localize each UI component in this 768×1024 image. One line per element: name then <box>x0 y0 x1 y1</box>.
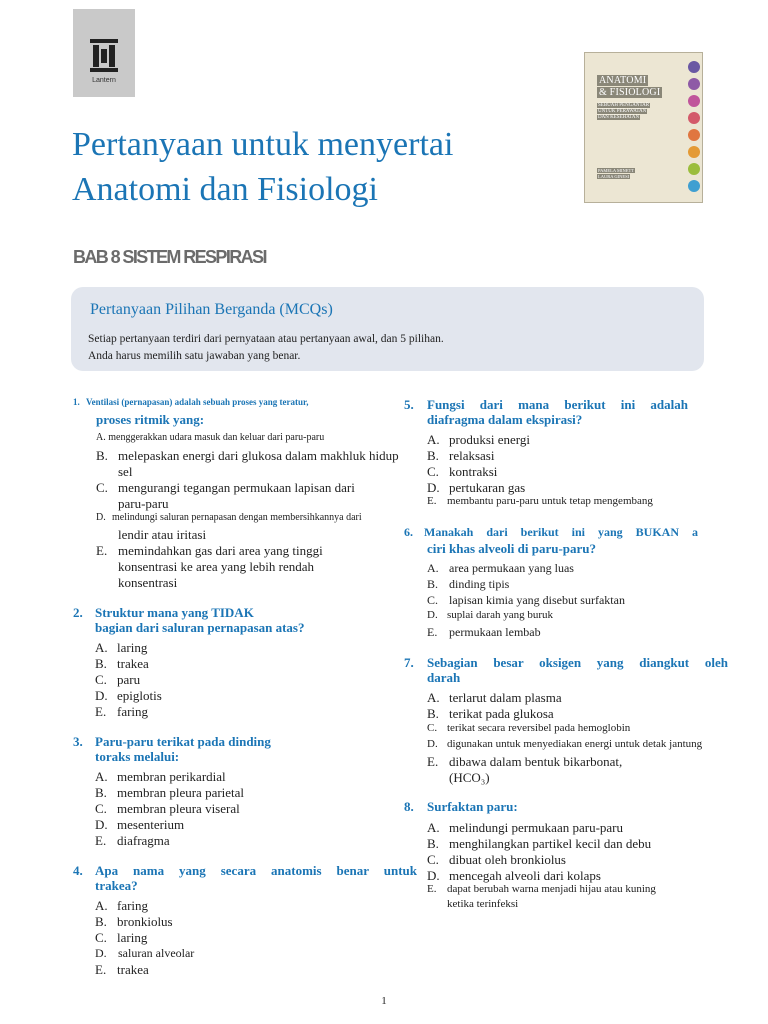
option-text: mesenterium <box>117 817 185 832</box>
option-e-continued: konsentrasi ke area yang lebih rendah <box>118 559 315 574</box>
option-text: lapisan kimia yang disebut surfaktan <box>449 593 625 607</box>
logo-text: Lantern <box>92 77 116 84</box>
option-e[interactable] <box>427 495 653 507</box>
page-title <box>72 122 592 212</box>
cover-title-line2: & FISIOLOGI <box>599 87 661 98</box>
option-letter: D. <box>96 512 106 523</box>
option-c[interactable] <box>95 672 140 688</box>
option-e[interactable] <box>96 543 323 559</box>
option-letter: D. <box>427 868 440 883</box>
option-b[interactable] <box>427 836 651 852</box>
option-text: epiglotis <box>117 688 162 703</box>
option-letter: D. <box>95 946 107 960</box>
option-a[interactable] <box>427 690 562 706</box>
question-number: 1. <box>73 397 80 407</box>
option-text: trakea <box>117 656 149 671</box>
option-text: terikat pada glukosa <box>449 706 554 721</box>
question-text-line: Fungsi dari mana berikut ini adalah <box>427 397 688 412</box>
instructions-line: Setiap pertanyaan terdiri dari pernyataan atau pertanyaan awal, dan 5 pilihan. <box>88 333 444 345</box>
page-title-line1: Pertanyaan untuk menyertai <box>72 126 454 163</box>
option-a[interactable] <box>95 898 148 914</box>
option-text: menghilangkan partikel kecil dan debu <box>449 836 652 851</box>
option-text: kontraksi <box>449 464 498 479</box>
option-e[interactable] <box>95 962 149 978</box>
cover-color-dot <box>688 95 700 107</box>
option-letter: A. <box>427 561 439 575</box>
cover-color-dot <box>688 61 700 73</box>
option-text: trakea <box>117 962 149 977</box>
instructions-line: Anda harus memilih satu jawaban yang benar. <box>88 350 301 362</box>
option-d[interactable] <box>95 946 194 961</box>
cover-color-dot <box>688 163 700 175</box>
option-text: memindahkan gas dari area yang tinggi <box>118 543 323 558</box>
question-number: 6. <box>404 525 413 539</box>
option-e-continued: (HCO₃) <box>449 770 490 785</box>
cover-color-dot <box>688 112 700 124</box>
option-d[interactable] <box>95 688 162 704</box>
option-letter: A. <box>427 690 440 705</box>
option-text: dapat berubah warna menjadi hijau atau kuning <box>447 883 656 895</box>
option-text: terikat secara reversibel pada hemoglobin <box>447 722 631 734</box>
option-text: dibawa dalam bentuk bikarbonat, <box>449 754 623 769</box>
cover-author: LAURA GINESI <box>598 174 630 179</box>
option-b[interactable] <box>427 577 509 592</box>
option-c-continued: paru-paru <box>118 496 169 511</box>
option-letter: B. <box>427 836 439 851</box>
question-text <box>86 397 358 407</box>
cover-subtitle <box>597 103 667 121</box>
option-letter: D. <box>427 480 440 495</box>
option-text: mengurangi tegangan permukaan lapisan dari <box>118 480 355 495</box>
option-letter: E. <box>95 962 107 977</box>
option-text: digunakan untuk menyediakan energi untuk detak jantung <box>447 738 703 750</box>
option-letter: A. <box>427 432 440 447</box>
option-letter: B. <box>95 785 107 800</box>
option-e[interactable] <box>95 704 148 720</box>
option-b[interactable] <box>95 656 149 672</box>
option-b[interactable] <box>95 785 244 801</box>
page-number: 1 <box>381 995 387 1007</box>
question-text-line: Apa nama yang secara anatomis benar untuk <box>95 863 417 878</box>
cover-color-dot <box>688 129 700 141</box>
question-text-line: Struktur mana yang TIDAK <box>95 605 254 620</box>
option-text: melepaskan energi dari glukosa dalam makhluk hidup <box>118 448 399 463</box>
option-letter: A. <box>95 769 108 784</box>
option-text: area permukaan yang luas <box>449 561 574 575</box>
option-letter: B. <box>96 448 108 463</box>
book-cover <box>584 52 703 203</box>
option-letter: A. <box>96 432 106 443</box>
option-letter: C. <box>95 930 107 945</box>
option-letter: A. <box>95 898 108 913</box>
option-letter: C. <box>427 593 439 607</box>
option-text: mencegah alveoli dari kolaps <box>449 868 601 883</box>
question-text-line: darah <box>427 670 461 685</box>
option-letter: B. <box>427 448 439 463</box>
option-text: terlarut dalam plasma <box>449 690 562 705</box>
cover-subtitle-line: SEBUAH PENGANTAR <box>598 103 650 108</box>
option-text: dibuat oleh bronkiolus <box>449 852 566 867</box>
option-e[interactable] <box>427 883 656 895</box>
option-letter: C. <box>427 852 439 867</box>
option-letter: E. <box>96 543 108 558</box>
option-letter: E. <box>95 833 107 848</box>
option-c[interactable] <box>96 480 355 496</box>
option-a[interactable] <box>427 432 530 448</box>
cover-title <box>597 75 675 99</box>
question-text-line: Surfaktan paru: <box>427 799 518 814</box>
option-b-continued: sel <box>118 464 133 479</box>
option-letter: C. <box>427 464 439 479</box>
question-text-line: proses ritmik yang: <box>96 412 205 427</box>
option-text: membran pleura viseral <box>117 801 240 816</box>
option-letter: E. <box>427 495 437 507</box>
question-text-line: Manakah dari berikut ini yang BUKAN a <box>424 525 698 539</box>
question-text-line: trakea? <box>95 878 138 893</box>
option-letter: C. <box>95 672 107 687</box>
option-text: faring <box>117 704 149 719</box>
page-title-line2: Anatomi dan Fisiologi <box>72 171 378 208</box>
option-text: membantu paru-paru untuk tetap mengembang <box>447 495 653 507</box>
option-letter: B. <box>427 577 439 591</box>
cover-subtitle-line: DAN KESEHATAN <box>598 115 640 120</box>
cover-authors <box>597 168 657 180</box>
option-b[interactable] <box>96 448 399 464</box>
question-text-line: toraks melalui: <box>95 749 180 764</box>
option-d-continued: lendir atau iritasi <box>118 527 207 542</box>
option-letter: B. <box>427 706 439 721</box>
option-text: suplai darah yang buruk <box>447 609 553 621</box>
option-letter: A. <box>427 820 440 835</box>
option-d[interactable] <box>427 868 601 884</box>
option-e-continued: ketika terinfeksi <box>447 898 519 910</box>
option-d[interactable] <box>96 512 362 523</box>
question-text-line: diafragma dalam ekspirasi? <box>427 412 583 427</box>
question-number: 8. <box>404 799 414 814</box>
option-b[interactable] <box>95 914 173 930</box>
lantern-logo-icon <box>88 39 120 73</box>
option-c[interactable] <box>427 464 497 480</box>
option-letter: E. <box>95 704 107 719</box>
question-text-line: Ventilasi (pernapasan) adalah sebuah proses yang teratur, <box>86 397 309 407</box>
option-d[interactable] <box>427 480 525 496</box>
question-number: 2. <box>73 605 83 620</box>
option-text: relaksasi <box>449 448 495 463</box>
option-b[interactable] <box>427 448 494 464</box>
option-letter: D. <box>95 817 108 832</box>
question-text-line: Paru-paru terikat pada dinding <box>95 734 271 749</box>
option-text: laring <box>117 640 148 655</box>
option-d[interactable] <box>95 817 184 833</box>
option-text: faring <box>117 898 149 913</box>
option-c[interactable] <box>427 722 630 734</box>
option-a[interactable] <box>427 820 623 836</box>
question-number: 7. <box>404 655 414 670</box>
option-text: melindungi saluran pernapasan dengan membersihkannya dari <box>112 512 362 523</box>
option-text: bronkiolus <box>117 914 173 929</box>
option-letter: E. <box>427 883 437 895</box>
option-d[interactable] <box>427 609 553 621</box>
option-d[interactable] <box>427 738 702 750</box>
question-text-line: ciri khas alveoli di paru-paru? <box>427 541 597 556</box>
option-text: membran pleura parietal <box>117 785 245 800</box>
question-number: 3. <box>73 734 83 749</box>
question-number: 5. <box>404 397 414 412</box>
option-text: permukaan lembab <box>449 625 541 639</box>
option-c[interactable] <box>427 852 566 868</box>
option-letter: D. <box>427 738 438 750</box>
option-text: produksi energi <box>449 432 530 447</box>
option-a[interactable] <box>95 769 226 785</box>
cover-author: PAMELA MINETT <box>598 168 634 173</box>
option-e[interactable] <box>95 833 170 849</box>
option-a[interactable] <box>95 640 147 656</box>
option-e-continued: konsentrasi <box>118 575 178 590</box>
instructions-heading: Pertanyaan Pilihan Berganda (MCQs) <box>90 301 333 318</box>
option-text: diafragma <box>117 833 170 848</box>
option-e[interactable] <box>427 754 622 770</box>
cover-color-dot <box>688 78 700 90</box>
option-letter: B. <box>95 656 107 671</box>
cover-title-line1: ANATOMI <box>599 75 647 86</box>
option-a[interactable] <box>427 561 574 576</box>
option-e[interactable] <box>427 625 541 640</box>
option-text: menggerakkan udara masuk dan keluar dari paru-paru <box>108 432 325 443</box>
question-text-line: bagian dari saluran pernapasan atas? <box>95 620 305 635</box>
cover-color-dot <box>688 146 700 158</box>
question-text-line: Sebagian besar oksigen yang diangkut oleh <box>427 655 728 670</box>
option-c[interactable] <box>95 930 147 946</box>
option-text: pertukaran gas <box>449 480 526 495</box>
option-text: laring <box>117 930 148 945</box>
option-text: paru <box>117 672 141 687</box>
option-c[interactable] <box>95 801 240 817</box>
publisher-logo <box>73 9 135 97</box>
option-letter: C. <box>95 801 107 816</box>
option-letter: A. <box>95 640 108 655</box>
question-number: 4. <box>73 863 83 878</box>
option-letter: D. <box>95 688 108 703</box>
option-c[interactable] <box>427 593 625 608</box>
option-text: saluran alveolar <box>118 946 195 960</box>
option-b[interactable] <box>427 706 554 722</box>
option-letter: C. <box>96 480 108 495</box>
option-letter: D. <box>427 609 438 621</box>
option-text: membran perikardial <box>117 769 226 784</box>
option-letter: C. <box>427 722 438 734</box>
cover-color-dot <box>688 180 700 192</box>
option-letter: B. <box>95 914 107 929</box>
instructions-panel <box>71 287 704 371</box>
option-text: dinding tipis <box>449 577 510 591</box>
option-text: melindungi permukaan paru-paru <box>449 820 623 835</box>
cover-subtitle-line: UNTUK PERAWATAN <box>598 109 647 114</box>
option-letter: E. <box>427 625 438 639</box>
chapter-heading: BAB 8 SISTEM RESPIRASI <box>73 247 266 267</box>
option-letter: E. <box>427 754 439 769</box>
option-a[interactable] <box>96 432 324 443</box>
